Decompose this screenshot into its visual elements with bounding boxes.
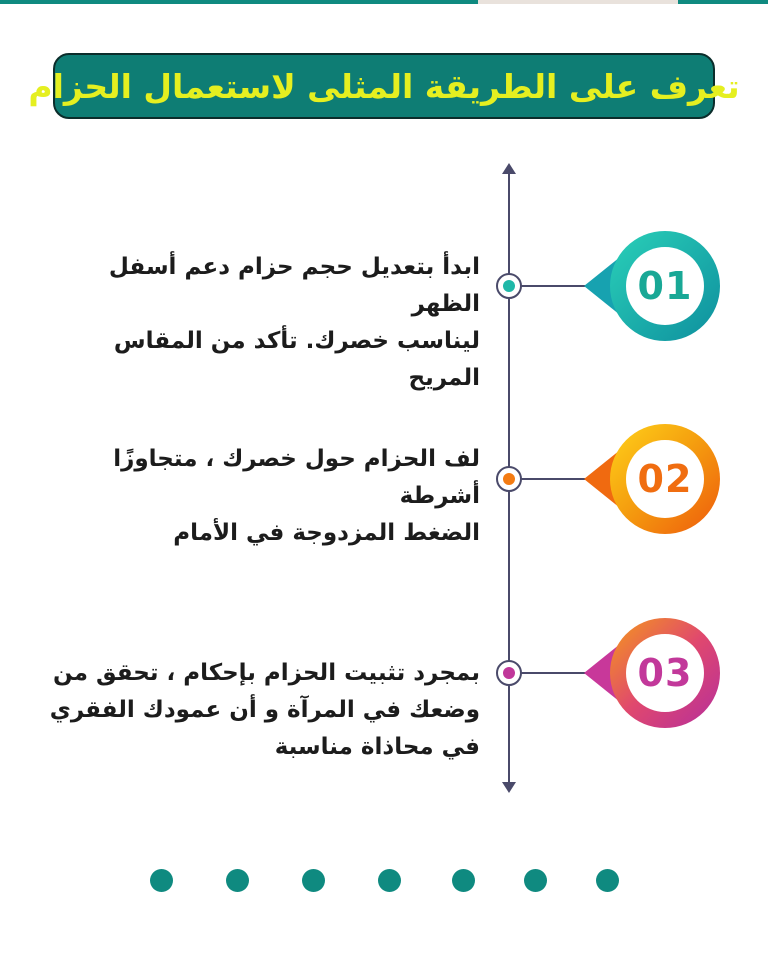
timeline-arrow-up-icon [502, 163, 516, 174]
step-1-text [40, 249, 480, 397]
step-2-number: 02 [637, 457, 693, 501]
pagination-dot [226, 869, 249, 892]
step-3-node-dot [503, 667, 515, 679]
pagination-dot [524, 869, 547, 892]
step-1-line-1: ابدأ بتعديل حجم حزام دعم أسفل الظهر [108, 254, 480, 317]
step-1-badge-ring [610, 231, 720, 341]
step-2-badge-ring [610, 424, 720, 534]
pagination-dot [596, 869, 619, 892]
step-1-number: 01 [637, 264, 693, 308]
pagination-dots [150, 869, 620, 893]
step-3-line-2: وضعك في المرآة و أن عمودك الفقري [49, 697, 480, 723]
step-2-line-1: لف الحزام حول خصرك ، متجاوزًا أشرطة [113, 446, 480, 509]
step-3-line-3: في محاذاة مناسبة [274, 734, 480, 760]
pagination-dot [452, 869, 475, 892]
step-2-text [40, 441, 480, 552]
step-1-badge [580, 229, 720, 343]
title-banner [28, 53, 740, 119]
pagination-dot [302, 869, 325, 892]
step-2-badge [580, 422, 720, 536]
step-3-number: 03 [637, 651, 693, 695]
step-2-line-2: الضغط المزدوجة في الأمام [173, 520, 480, 546]
pagination-dot [378, 869, 401, 892]
timeline-arrow-down-icon [502, 782, 516, 793]
step-1-line-2: ليناسب خصرك. تأكد من المقاس المريح [113, 328, 480, 391]
step-3-text [40, 655, 480, 766]
top-strip [0, 0, 768, 4]
step-2-node-dot [503, 473, 515, 485]
step-3-node [496, 660, 522, 686]
top-strip-fragment [478, 0, 678, 4]
step-3-badge [580, 616, 720, 730]
page-title: تعرف على الطريقة المثلى لاستعمال الحزام [28, 66, 740, 106]
step-2-node [496, 466, 522, 492]
step-3-badge-ring [610, 618, 720, 728]
step-1-node-dot [503, 280, 515, 292]
pagination-dot [150, 869, 173, 892]
step-1-node [496, 273, 522, 299]
step-3-line-1: بمجرد تثبيت الحزام بإحكام ، تحقق من [53, 660, 480, 686]
